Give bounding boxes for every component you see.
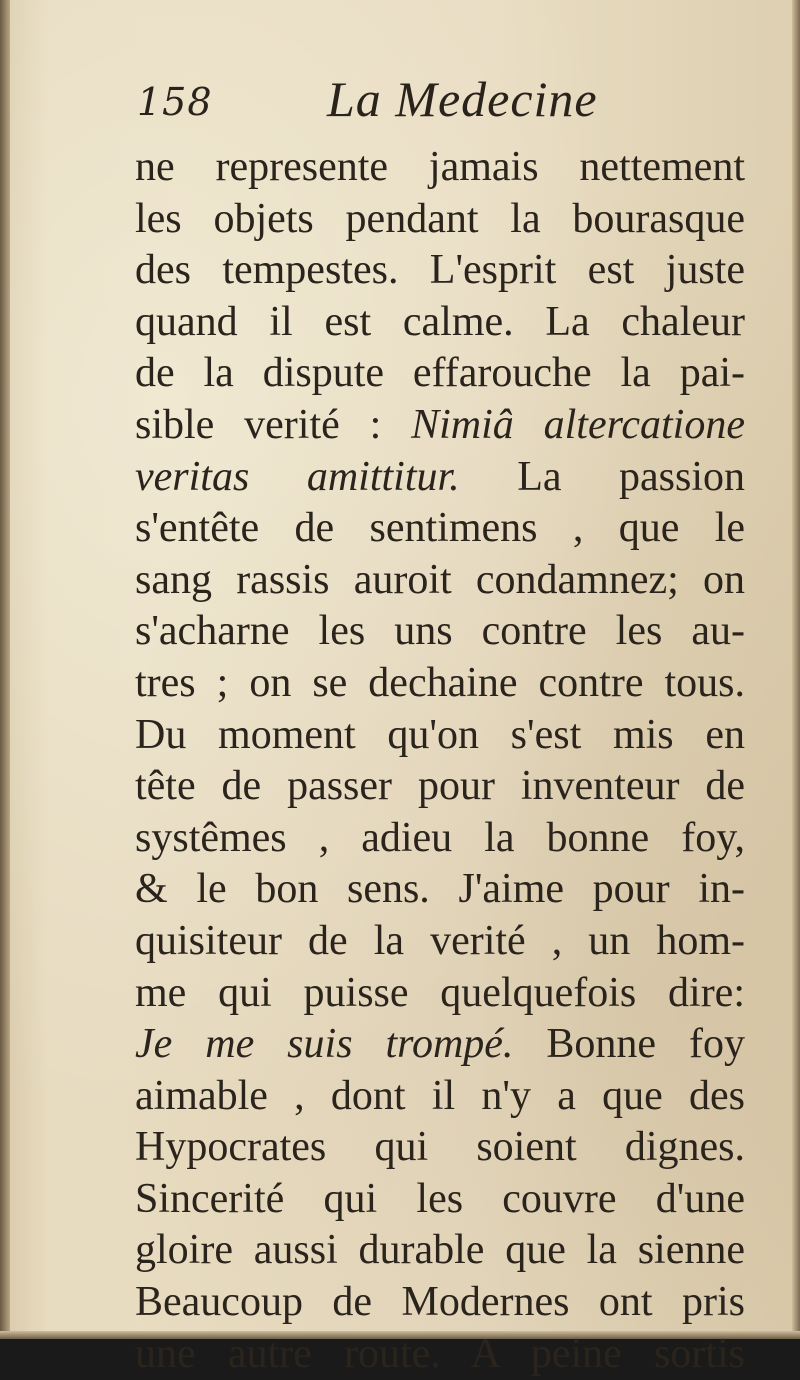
text-segment: tête de passer pour inventeur de bbox=[135, 763, 745, 810]
text-line bbox=[135, 142, 745, 194]
italic-text-segment: Nimiâ altercatione bbox=[411, 401, 745, 448]
text-line bbox=[135, 1225, 745, 1277]
text-line bbox=[135, 606, 745, 658]
italic-text-segment: veritas amittitur. bbox=[135, 453, 460, 500]
text-line bbox=[135, 1019, 745, 1071]
text-segment: sang rassis auroit condamnez; on bbox=[135, 556, 745, 603]
body-text bbox=[135, 142, 745, 1380]
text-segment: quand il est calme. La chaleur bbox=[135, 298, 745, 345]
text-line bbox=[135, 968, 745, 1020]
text-segment: de la dispute effarouche la pai- bbox=[135, 350, 745, 397]
text-segment: tres ; on se dechaine contre tous. bbox=[135, 659, 745, 706]
text-segment: Sincerité qui les couvre d'une bbox=[135, 1175, 745, 1222]
text-segment: gloire aussi durable que la sienne bbox=[135, 1227, 745, 1274]
text-line bbox=[135, 503, 745, 555]
text-segment: Beaucoup de Modernes ont pris bbox=[135, 1279, 745, 1326]
text-line bbox=[135, 864, 745, 916]
text-line bbox=[135, 1122, 745, 1174]
text-segment: La passion bbox=[459, 453, 745, 500]
page-right-edge bbox=[792, 0, 800, 1339]
italic-text-segment: Je me suis trompé. bbox=[135, 1021, 514, 1068]
text-segment: me qui puisse quelquefois dire: bbox=[135, 969, 745, 1016]
text-line bbox=[135, 1277, 745, 1329]
text-line bbox=[135, 916, 745, 968]
text-line bbox=[135, 761, 745, 813]
text-segment: Du moment qu'on s'est mis en bbox=[135, 711, 745, 758]
running-head: La Medecine bbox=[327, 71, 598, 127]
text-line bbox=[135, 1329, 745, 1380]
text-line bbox=[135, 1174, 745, 1226]
text-segment: Bonne foy bbox=[513, 1021, 745, 1068]
text-segment: s'entête de sentimens , que le bbox=[135, 505, 745, 552]
text-segment: s'acharne les uns contre les au- bbox=[135, 608, 745, 655]
text-line bbox=[135, 245, 745, 297]
text-segment: Hypocrates qui soient dignes. bbox=[135, 1124, 745, 1171]
text-segment: sible verité : bbox=[135, 401, 412, 448]
text-line bbox=[135, 1071, 745, 1123]
text-segment: quisiteur de la verité , un hom- bbox=[135, 917, 745, 964]
text-line bbox=[135, 710, 745, 762]
text-line bbox=[135, 194, 745, 246]
text-line bbox=[135, 297, 745, 349]
text-line bbox=[135, 400, 745, 452]
page-number: 158 bbox=[137, 80, 213, 124]
text-segment: les objets pendant la bourasque bbox=[135, 195, 745, 242]
text-line bbox=[135, 658, 745, 710]
text-segment: aimable , dont il n'y a que des bbox=[135, 1072, 745, 1119]
text-segment: & le bon sens. J'aime pour in- bbox=[135, 866, 745, 913]
text-segment: des tempestes. L'esprit est juste bbox=[135, 247, 745, 294]
page-header bbox=[137, 70, 737, 130]
text-line bbox=[135, 555, 745, 607]
text-segment: systêmes , adieu la bonne foy, bbox=[135, 814, 745, 861]
text-line bbox=[135, 813, 745, 865]
page-left-edge bbox=[0, 0, 10, 1339]
text-line bbox=[135, 452, 745, 504]
text-segment: une autre route. A peine sortis bbox=[135, 1330, 745, 1377]
text-line bbox=[135, 348, 745, 400]
text-segment: ne represente jamais nettement bbox=[135, 144, 745, 190]
